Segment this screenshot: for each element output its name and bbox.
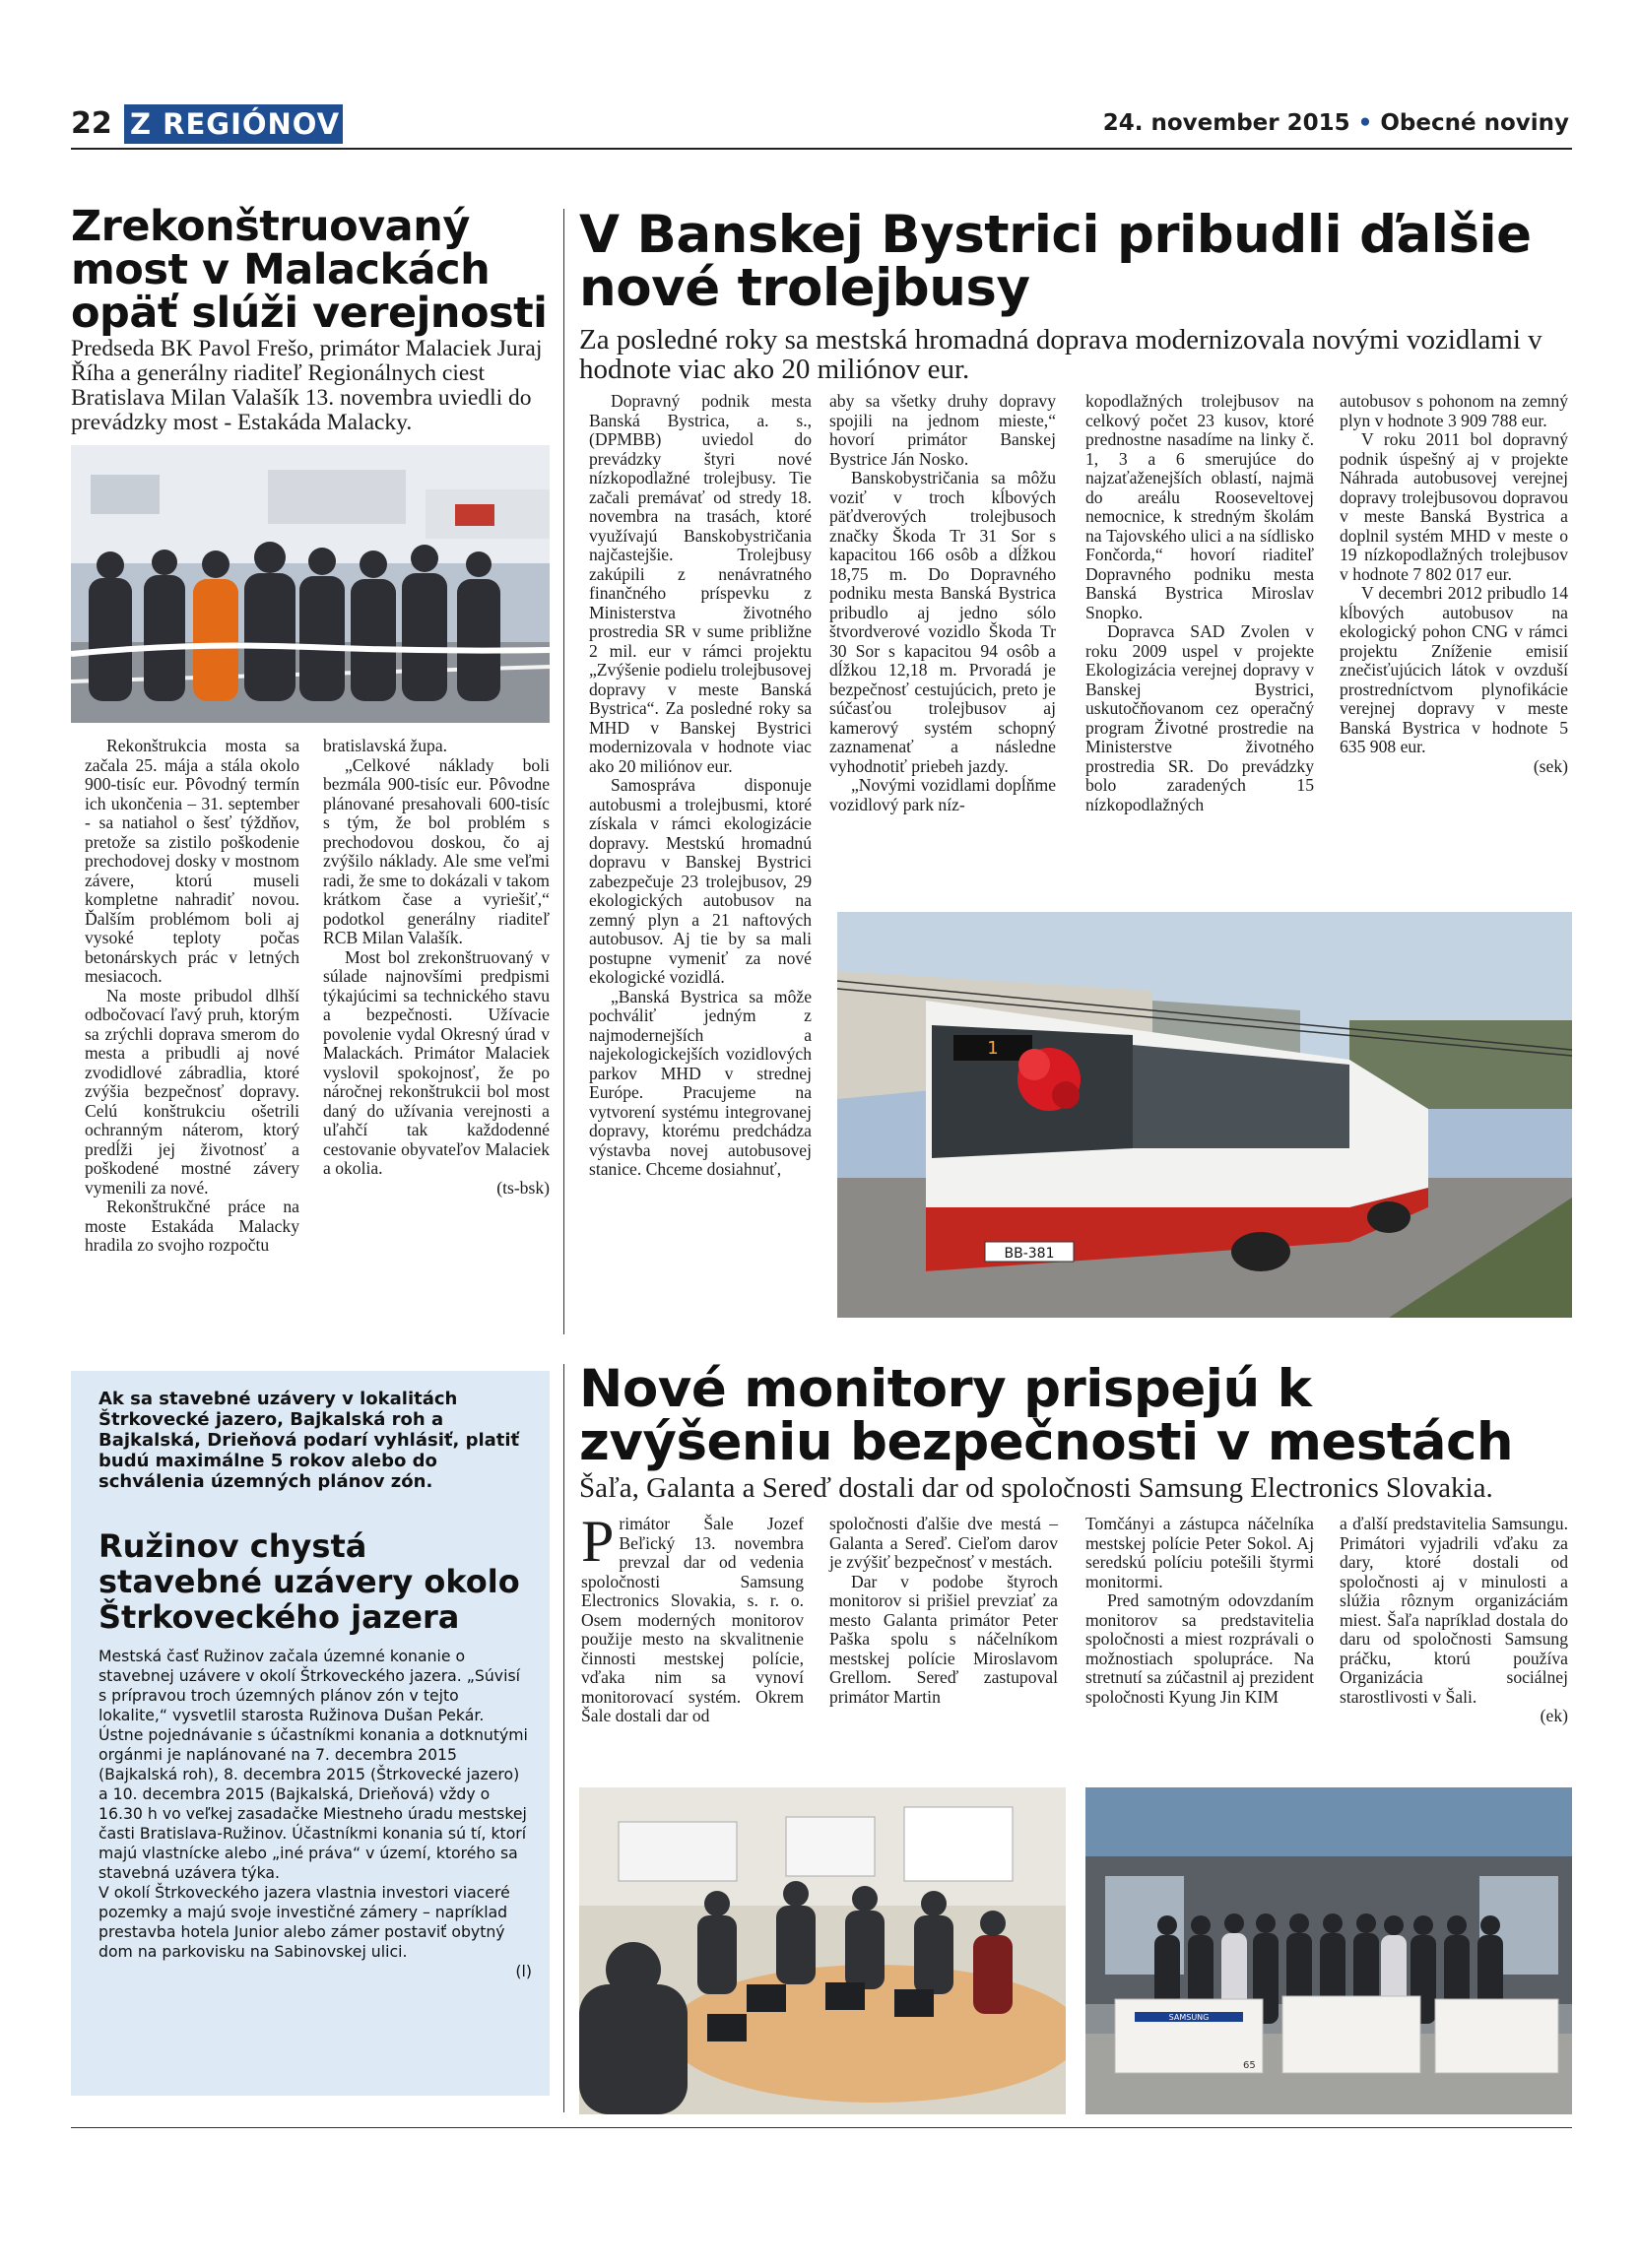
column-divider — [563, 209, 564, 1334]
paragraph: V decembri 2012 pribudlo 14 kĺbových autobusov na ekologický pohon CNG v rámci projektu Zníženie emisií znečisťujúcich látok v ovzduší prostredníctvom plynofikácie verejnej dopravy v meste Banská Bystrica v hodnote 5 635 908 eur. — [1340, 583, 1568, 756]
paragraph: Banskobystričania sa môžu voziť v troch kĺbových päťdverových trolejbusoch značky Škoda Tr 31 Sor s kapacitou 166 osôb a dĺžkou 18,75 m. Do Dopravného podniku mesta Banská Bystrica pribudlo aj jedno sólo štvordverové vozidlo Škoda Tr 30 Sor s kapacitou 94 osôb a dĺžkou 12,18 m. Prvoradá je bezpečnosť cestujúcich, preto je súčasťou trolejbusov aj kamerový systém schopný zaznamenať a následne vyhodnotiť priebeh jazdy. — [829, 468, 1056, 776]
bridge-col-2 — [323, 737, 550, 1198]
paragraph: Most bol zrekonštruovaný v súlade najnovšími predpismi týkajúcimi sa technického stavu a bezpečnosti. Užívacie povolenie vydal Okresný úrad v Malackách. Primátor Malaciek vyslovil spokojnosť, že po náročnej rekonštrukcii bol most daný do užívania verejnosti a uľahčí tak každodenné cestovanie obyvateľov Malaciek a okolia. — [323, 946, 550, 1178]
paragraph: a ďalší predstavitelia Samsungu. Primátori vyjadrili vďaku za dary, ktoré dostali od spoločnosti aj v minulosti a slúžia rôznym organizáciám miest. Šaľa napríklad dostala do daru od spoločnosti Samsung práčku, ktorú používa Organizácia sociálnej starostlivosti v Šali. — [1340, 1514, 1568, 1707]
sidebar-body — [98, 1647, 532, 1981]
page-number: 22 — [71, 106, 112, 141]
paragraph: spoločnosti ďalšie dve mestá – Galanta a Sereď. Cieľom darov je zvýšiť bezpečnosť v mestách. — [829, 1514, 1058, 1572]
trolleybus-col-2 — [829, 392, 1056, 814]
paragraph: Dopravca SAD Zvolen v roku 2009 uspel v projekte Ekologizácia verejnej dopravy v Banskej Bystrici, uskutočňovanom cez operačný program Životné prostredie na Ministerstve životného prostredia SR. Do prevádzky bolo zaradených 15 nízkopodlažných — [1085, 621, 1314, 814]
paragraph: Dopravný podnik mesta Banská Bystrica, a. s., (DPMBB) uviedol do prevádzky štyri nové nízkopodlažné trolejbusy. Tie začali premávať od stredy 18. novembra na trasách, ktoré využívajú Banskobystričania najčastejšie. Trolejbusy zakúpili z nenávratného finančného príspevku z Ministerstva životného prostredia SR v sume približne 2 mil. eur v rámci projektu „Zvýšenie podielu trolejbusovej dopravy v meste Banská Bystrica“. Za posledné roky sa MHD v Banskej Bystrici modernizovala v hodnote viac ako 20 miliónov eur. — [589, 391, 812, 776]
paragraph: Samospráva disponuje autobusmi a trolejbusmi, ktoré získala v rámci ekologizácie dopravy. Mestskú hromadnú dopravu v Banskej Bystrici zabezpečuje 23 trolejbusov, 29 ekologických autobusov na zemný plyn a 21 naftových autobusov. Aj tie by sa mali postupne vymeniť za nové ekologické vozidlá. — [589, 775, 812, 987]
ribbon-cutting-photo — [71, 445, 550, 723]
trolleybus-headline: V Banskej Bystrici pribudli ďalšie nové trolejbusy — [579, 205, 1532, 318]
trolleybus-lead: Za posledné roky sa mestská hromadná doprava modernizovala novými vozidlami v hodnote viac ako 20 miliónov eur. — [579, 324, 1542, 385]
paragraph: Primátor Šale Jozef Beľický 13. novembra prevzal dar od vedenia spoločnosti Samsung Electronics Slovakia, s. r. o. Osem moderných monitorov použije mesto na skvalitnenie činnosti mestskej polície, vďaka nim sa vynoví monitorovací systém. Okrem Šale dostali dar od — [581, 1509, 804, 1725]
sidebar-title: Ružinov chystá stavebné uzávery okolo Štrkoveckého jazera — [98, 1527, 520, 1636]
paragraph: bratislavská župa. — [323, 736, 448, 755]
trolleybus-col-4 — [1340, 392, 1568, 776]
bridge-headline: Zrekonštruovaný most v Malackách opäť slúži verejnosti — [71, 202, 548, 338]
sidebar-intro: Ak sa stavebné uzávery v lokalitách Štrkovecké jazero, Bajkalská roh a Bajkalská, Drieňová podarí vyhlásiť, platiť budú maximálne 5 rokov alebo do schválenia územných plánov zón. — [98, 1389, 520, 1492]
column-divider — [563, 1364, 564, 2112]
byline: (sek) — [1533, 755, 1568, 776]
paragraph: Na moste pribudol dlhší odbočovací ľavý pruh, ktorým sa zrýchli doprava smerom do mesta a pribudli aj nové zvodidlové zábradlia, ktoré zvýšia bezpečnosť dopravy. Celú konštrukciu ošetrili ochranným náterom, ktorý predĺži jej životnosť a poškodené mostné závery vymenili za nové. — [85, 985, 299, 1198]
paragraph: „Celkové náklady boli bezmála 900-tisíc eur. Pôvodne plánované presahovali 600-tisíc s tým, že bol problém s prechodovou doskou, čo aj zvýšilo náklady. Ale sme veľmi radi, že sme to dokázali v takom krátkom čase a vyriešiť,“ podotkol generálny riaditeľ RCB Milan Valašík. — [323, 754, 550, 947]
paragraph: Tomčányi a zástupca náčelníka mestskej polície Peter Sokol. Aj seredskú políciu potešili štyrmi monitormi. — [1085, 1514, 1314, 1591]
paragraph: Mestská časť Ružinov začala územné konanie o stavebnej uzávere v okolí Štrkoveckého jazera. „Súvisí s prípravou troch územných plánov zón v tejto lokalite,“ vysvetlil starosta Ružinova Dušan Pekár. — [98, 1647, 520, 1724]
box-brand: SAMSUNG — [1168, 2013, 1210, 2022]
paragraph: „Novými vozidlami dopĺňme vozidlový park níz- — [829, 775, 1056, 814]
separator-dot: • — [1357, 110, 1373, 136]
paragraph: aby sa všetky druhy dopravy spojili na jednom mieste,“ hovorí primátor Banskej Bystrice Ján Nosko. — [829, 391, 1056, 469]
byline: (ts-bsk) — [496, 1177, 550, 1198]
monitors-col-1 — [581, 1509, 804, 1726]
paragraph: V roku 2011 bol dopravný podnik úspešný aj v projekte Náhrada autobusovej verejnej dopravy trolejbusovou dopravou v meste Banská Bystrica a doplnil systém MHD v meste o 19 nízkopodlažných trolejbusov v hodnote 7 802 017 eur. — [1340, 429, 1568, 584]
meeting-photo — [579, 1787, 1066, 2114]
paragraph: Ústne pojednávanie s účastníkmi konania a dotknutými orgánmi je naplánované na 7. decembra 2015 (Bajkalská roh), 8. decembra 2015 (Štrkovecké jazero) a 10. decembra 2015 (Bajkalská, Drieňová) vždy o 16.30 h vo veľkej zasadačke Miestneho úradu mestskej časti Bratislava-Ružinov. Účastníkmi konania sú tí, ktorí majú vlastnícke alebo „iné práva“ v území, ktorého sa stavebná uzávera týka. — [98, 1725, 528, 1882]
publication-name: Obecné noviny — [1380, 110, 1569, 136]
header-rule — [71, 148, 1572, 150]
footer-rule — [71, 2127, 1572, 2128]
trolleybus-photo — [837, 912, 1572, 1318]
trolleybus-col-3 — [1085, 392, 1314, 814]
monitors-col-4 — [1340, 1515, 1568, 1726]
paragraph: Rekonštrukčné práce na moste Estakáda Malacky hradila zo svojho rozpočtu — [85, 1197, 299, 1255]
group-photo — [1085, 1787, 1572, 2114]
bridge-lead: Predseda BK Pavol Frešo, primátor Malaciek Juraj Říha a generálny riaditeľ Regionálnych ciest Bratislava Milan Valašík 13. novembra uviedli do prevádzky most - Estakáda Malacky. — [71, 336, 543, 435]
bus-plate: BB-381 — [1004, 1246, 1055, 1262]
bus-route-number: 1 — [987, 1038, 999, 1059]
issue-info — [1103, 110, 1569, 136]
byline: (l) — [515, 1962, 532, 1980]
paragraph: Rekonštrukcia mosta sa začala 25. mája a stála okolo 900-tisíc eur. Pôvodný termín ich ukončenia – 31. september - sa natiahol o šesť týždňov, pretože sa zistilo poškodenie prechodovej dosky v mostnom závere, ktorú museli kompletne nahradiť novou. Ďalším problémom boli aj vysoké teploty počas betonárskych prác v letných mesiacoch. — [85, 736, 299, 986]
bridge-col-1 — [85, 737, 299, 1256]
paragraph: „Banská Bystrica sa môže pochváliť jedným z najmodernejších a najekologickejších vozidlových parkov MHD v strednej Európe. Pracujeme na vytvorení systému integrovanej dopravy, ktorému predchádza výstavba novej autobusovej stanice. Chceme dosiahnuť, — [589, 986, 812, 1179]
section-label: Z REGIÓNOV — [124, 104, 343, 144]
box-size: 65 — [1243, 2060, 1256, 2071]
paragraph: V okolí Štrkoveckého jazera vlastnia investori viaceré pozemky a majú svoje investičné zámery – napríklad prestavba hotela Junior alebo zámer postaviť obytný dom na parkovisku na Sabinovskej ulici. — [98, 1883, 510, 1961]
paragraph: autobusov s pohonom na zemný plyn v hodnote 3 909 788 eur. — [1340, 391, 1568, 430]
trolleybus-col-1 — [589, 392, 812, 1180]
monitors-headline: Nové monitory prispejú k zvýšeniu bezpečnosti v mestách — [579, 1359, 1514, 1472]
monitors-col-2 — [829, 1515, 1058, 1707]
paragraph: kopodlažných trolejbusov na celkový počet 23 kusov, ktoré prednostne nasadíme na linky č. 1, 3 a 6 smerujúce do najzaťaženejších oblastí, najmä do areálu Rooseveltovej nemocnice, k stredným školám na Tajovského ulici a na sídlisko Fončorda,“ hovorí riaditeľ Dopravného podniku mesta Banská Bystrica Miroslav Snopko. — [1085, 391, 1314, 622]
byline: (ek) — [1540, 1706, 1568, 1725]
monitors-col-3 — [1085, 1515, 1314, 1707]
monitors-lead: Šaľa, Galanta a Sereď dostali dar od spoločnosti Samsung Electronics Slovakia. — [579, 1472, 1493, 1504]
paragraph: Dar v podobe štyroch monitorov si prišiel prevziať za mesto Galanta primátor Peter Paška spolu s náčelníkom mestskej polície Miroslavom Grellom. Sereď zastupoval primátor Martin — [829, 1571, 1058, 1707]
paragraph: Pred samotným odovzdaním monitorov sa predstavitelia spoločnosti a miest rozprávali o možnostiach spolupráce. Na stretnutí sa zúčastnil aj prezident spoločnosti Kyung Jin KIM — [1085, 1590, 1314, 1707]
issue-date: 24. november 2015 — [1102, 110, 1350, 136]
